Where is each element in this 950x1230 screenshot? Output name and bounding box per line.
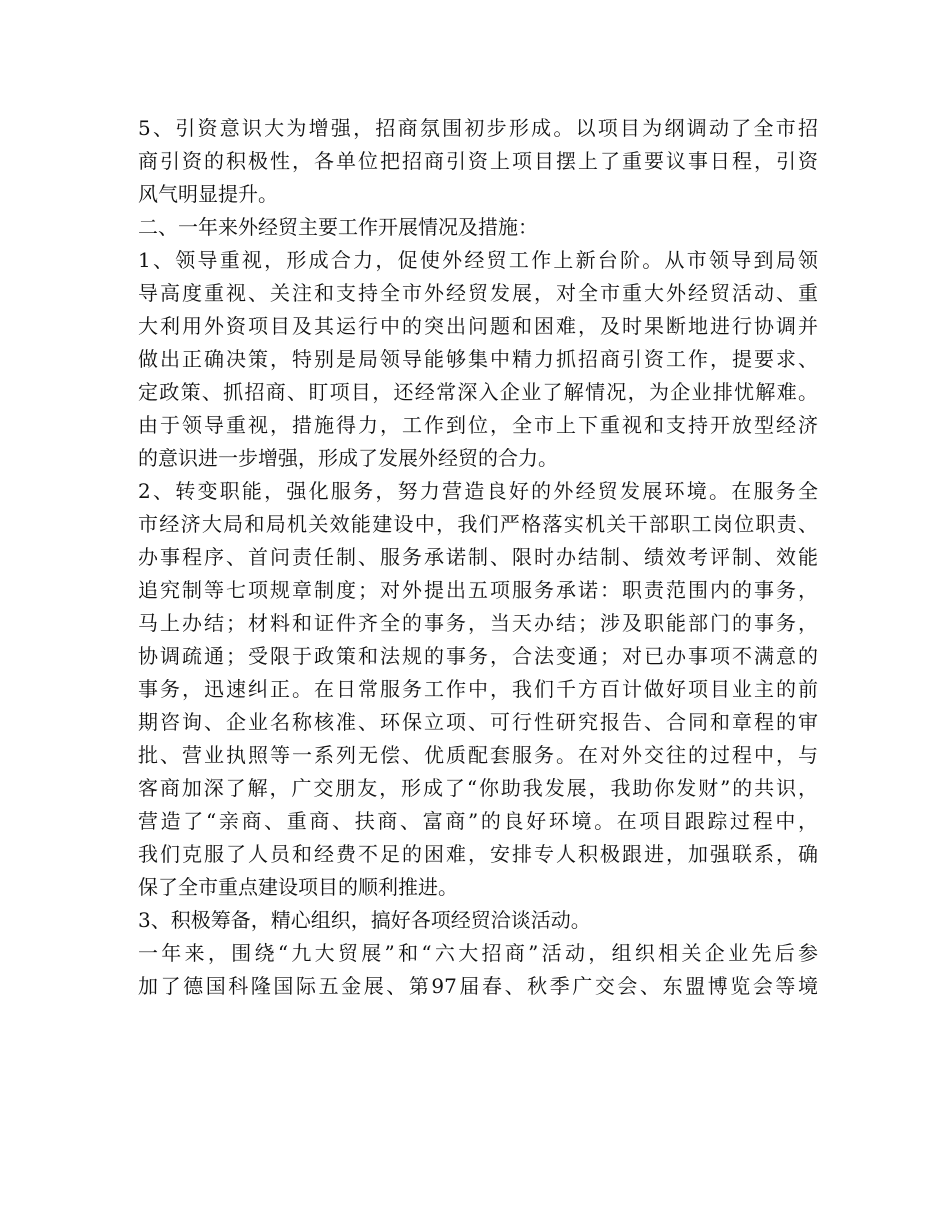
text-line: 批、营业执照等一系列无偿、优质配套服务。在对外交往的过程中，与 bbox=[138, 743, 818, 767]
text-line: 商引资的积极性，各单位把招商引资上项目摆上了重要议事日程，引资 bbox=[138, 149, 818, 173]
text-line: 期咨询、企业名称核准、环保立项、可行性研究报告、合同和章程的审 bbox=[138, 710, 818, 734]
document-page bbox=[138, 112, 818, 1003]
text-line: 由于领导重视，措施得力，工作到位，全市上下重视和支持开放型经济 bbox=[138, 413, 818, 437]
text-line: 导高度重视、关注和支持全市外经贸发展，对全市重大外经贸活动、重 bbox=[138, 281, 818, 305]
text-line: 风气明显提升。 bbox=[138, 182, 278, 206]
text-line: 营造了“亲商、重商、扶商、富商”的良好环境。在项目跟踪过程中， bbox=[138, 809, 818, 833]
text-line: 3、积极筹备，精心组织，搞好各项经贸洽谈活动。 bbox=[138, 908, 591, 932]
text-line: 客商加深了解，广交朋友，形成了“你助我发展，我助你发财”的共识， bbox=[138, 776, 818, 800]
text-line: 定政策、抓招商、盯项目，还经常深入企业了解情况，为企业排忧解难。 bbox=[138, 380, 818, 404]
text-line: 大利用外资项目及其运行中的突出问题和困难，及时果断地进行协调并 bbox=[138, 314, 818, 338]
text-line: 我们克服了人员和经费不足的困难，安排专人积极跟进，加强联系，确 bbox=[138, 842, 818, 866]
text-line: 2、转变职能，强化服务，努力营造良好的外经贸发展环境。在服务全 bbox=[138, 479, 818, 503]
text-line: 5、引资意识大为增强，招商氛围初步形成。以项目为纲调动了全市招 bbox=[138, 116, 818, 140]
text-line: 市经济大局和局机关效能建设中，我们严格落实机关干部职工岗位职责、 bbox=[138, 512, 818, 536]
text-line: 加了德国科隆国际五金展、第97届春、秋季广交会、东盟博览会等境 bbox=[138, 974, 818, 998]
text-line: 二、一年来外经贸主要工作开展情况及措施： bbox=[138, 215, 538, 239]
text-line: 追究制等七项规章制度；对外提出五项服务承诺：职责范围内的事务， bbox=[138, 578, 818, 602]
text-line: 1、领导重视，形成合力，促使外经贸工作上新台阶。从市领导到局领 bbox=[138, 248, 818, 272]
text-line: 办事程序、首问责任制、服务承诺制、限时办结制、绩效考评制、效能 bbox=[138, 545, 818, 569]
text-line: 一年来，围绕“九大贸展”和“六大招商”活动，组织相关企业先后参 bbox=[138, 941, 818, 965]
text-line: 事务，迅速纠正。在日常服务工作中，我们千方百计做好项目业主的前 bbox=[138, 677, 818, 701]
text-line: 保了全市重点建设项目的顺利推进。 bbox=[138, 875, 458, 899]
text-line: 的意识进一步增强，形成了发展外经贸的合力。 bbox=[138, 446, 558, 470]
text-line: 协调疏通；受限于政策和法规的事务，合法变通；对已办事项不满意的 bbox=[138, 644, 818, 668]
text-line: 马上办结；材料和证件齐全的事务，当天办结；涉及职能部门的事务， bbox=[138, 611, 818, 635]
text-line: 做出正确决策，特别是局领导能够集中精力抓招商引资工作，提要求、 bbox=[138, 347, 818, 371]
